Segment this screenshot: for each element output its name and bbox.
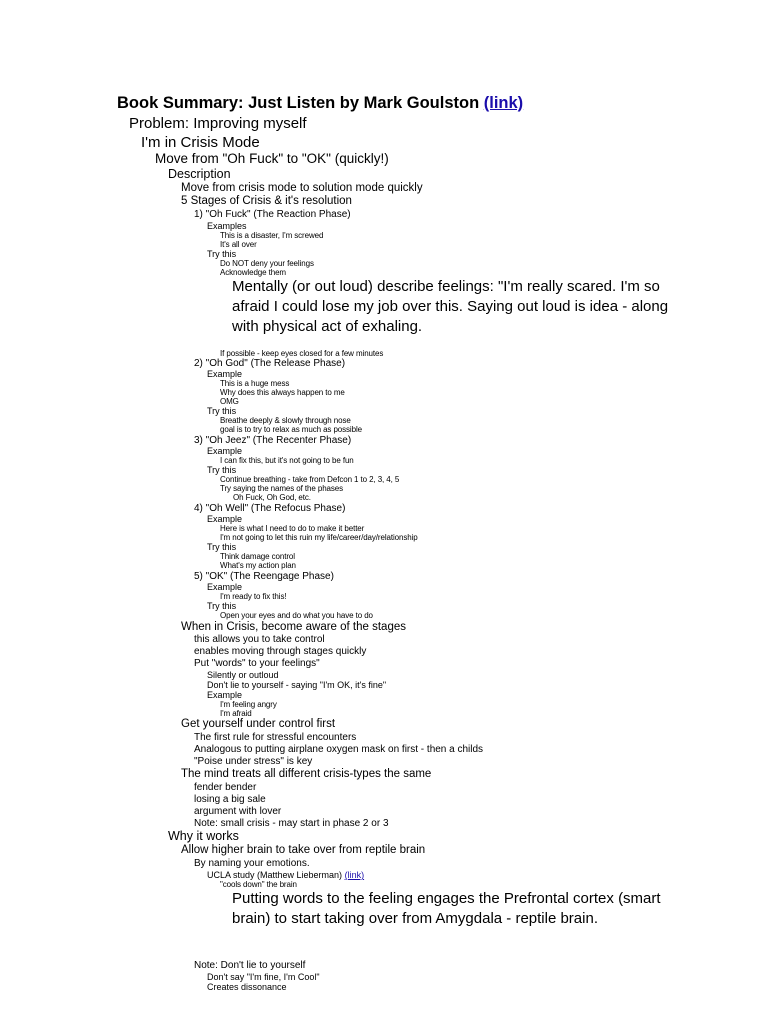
stage3-try-2: Try saying the names of the phases — [220, 484, 344, 493]
stage3-example: Example — [207, 446, 243, 456]
stage4-trythis: Try this — [207, 542, 237, 552]
aware-item-2: enables moving through stages quickly — [194, 646, 367, 657]
outline-problem: Problem: Improving myself — [129, 115, 307, 132]
aware-item-1: this allows you to take control — [194, 634, 325, 645]
aware-item-8: I'm afraid — [220, 709, 252, 718]
outline-stages-heading: 5 Stages of Crisis & it's resolution — [181, 195, 352, 207]
stage4-try-2: What's my action plan — [220, 561, 296, 570]
mind-item-2: losing a big sale — [194, 794, 266, 805]
stage1-try-2: Acknowledge them — [220, 268, 286, 277]
why-item-2: By naming your emotions. — [194, 858, 310, 869]
stage1-try-3: If possible - keep eyes closed for a few minutes — [220, 349, 384, 358]
aware-heading: When in Crisis, become aware of the stages — [181, 621, 406, 633]
aware-item-3: Put "words" to your feelings" — [194, 658, 320, 669]
control-heading: Get yourself under control first — [181, 718, 336, 730]
stage2-example-2: Why does this always happen to me — [220, 388, 345, 397]
mind-item-4: Note: small crisis - may start in phase 2 or 3 — [194, 818, 389, 829]
stage2-try-2: goal is to try to relax as much as possible — [220, 425, 362, 434]
stage3-trythis: Try this — [207, 465, 237, 475]
stage1-trythis: Try this — [207, 249, 237, 259]
stage3-try-3: Oh Fuck, Oh God, etc. — [233, 493, 311, 502]
stage2-try-1: Breathe deeply & slowly through nose — [220, 416, 351, 425]
aware-item-4: Silently or outloud — [207, 670, 279, 680]
stage1-example-2: It's all over — [220, 240, 257, 249]
why-item-7: Creates dissonance — [207, 982, 287, 992]
stage5-label: 5) "OK" (The Reengage Phase) — [194, 571, 334, 582]
stage4-label: 4) "Oh Well" (The Refocus Phase) — [194, 503, 346, 514]
stage1-quote: Mentally (or out loud) describe feelings: "I'm really scared. I'm so afraid I could lose my job over this. Saying out loud is idea - along with physical act of exhaling. — [232, 278, 669, 335]
stage2-example: Example — [207, 369, 243, 379]
stage5-example: Example — [207, 582, 243, 592]
outline-crisis-mode: I'm in Crisis Mode — [141, 134, 260, 151]
document-title — [117, 94, 523, 113]
outline-move-from: Move from "Oh Fuck" to "OK" (quickly!) — [155, 151, 389, 166]
stage3-label: 3) "Oh Jeez" (The Recenter Phase) — [194, 435, 352, 446]
outline-description: Description — [168, 167, 231, 181]
why-item-3 — [207, 870, 364, 880]
stage4-example-2: I'm not going to let this ruin my life/career/day/relationship — [220, 533, 418, 542]
why-item-6: Don't say "I'm fine, I'm Cool" — [207, 972, 320, 982]
stage1-example-1: This is a disaster, I'm screwed — [220, 231, 324, 240]
why-heading: Why it works — [168, 829, 239, 843]
why-item-4: "cools down" the brain — [220, 880, 297, 889]
outline-desc-text: Move from crisis mode to solution mode quickly — [181, 182, 423, 194]
why-quote: Putting words to the feeling engages the Prefrontal cortex (smart brain) to start taking over from Amygdala - reptile brain. — [232, 890, 661, 927]
control-item-2: Analogous to putting airplane oxygen mask on first - then a childs — [194, 744, 484, 755]
stage2-example-3: OMG — [220, 397, 239, 406]
aware-item-6: Example — [207, 690, 243, 700]
stage1-label: 1) "Oh Fuck" (The Reaction Phase) — [194, 209, 351, 220]
stage5-trythis: Try this — [207, 601, 237, 611]
stage2-example-1: This is a huge mess — [220, 379, 290, 388]
stage5-try-1: Open your eyes and do what you have to do — [220, 611, 373, 620]
stage3-try-1: Continue breathing - take from Defcon 1 to 2, 3, 4, 5 — [220, 475, 400, 484]
control-item-3: "Poise under stress" is key — [194, 756, 313, 767]
stage4-try-1: Think damage control — [220, 552, 295, 561]
stage1-try-1: Do NOT deny your feelings — [220, 259, 314, 268]
stage1-examples: Examples — [207, 221, 247, 231]
aware-item-5: Don't lie to yourself - saying "I'm OK, it's fine" — [207, 680, 387, 690]
stage4-example-1: Here is what I need to do to make it better — [220, 524, 365, 533]
stage3-example-1: I can fix this, but it's not going to be fun — [220, 456, 354, 465]
stage2-trythis: Try this — [207, 406, 237, 416]
ucla-study-link[interactable]: (link) — [344, 870, 365, 880]
stage2-label: 2) "Oh God" (The Release Phase) — [194, 358, 346, 369]
mind-item-1: fender bender — [194, 782, 257, 793]
why-item-1: Allow higher brain to take over from reptile brain — [181, 844, 426, 856]
ucla-study-text: UCLA study (Matthew Lieberman) — [207, 870, 343, 880]
title-text: Book Summary: Just Listen by Mark Goulston — [117, 94, 480, 112]
title-link[interactable]: (link) — [483, 94, 524, 112]
mind-item-3: argument with lover — [194, 806, 282, 817]
stage5-example-1: I'm ready to fix this! — [220, 592, 287, 601]
control-item-1: The first rule for stressful encounters — [194, 732, 357, 743]
aware-item-7: I'm feeling angry — [220, 700, 277, 709]
mind-heading: The mind treats all different crisis-types the same — [181, 768, 432, 780]
why-item-5: Note: Don't lie to yourself — [194, 960, 306, 971]
stage4-example: Example — [207, 514, 243, 524]
